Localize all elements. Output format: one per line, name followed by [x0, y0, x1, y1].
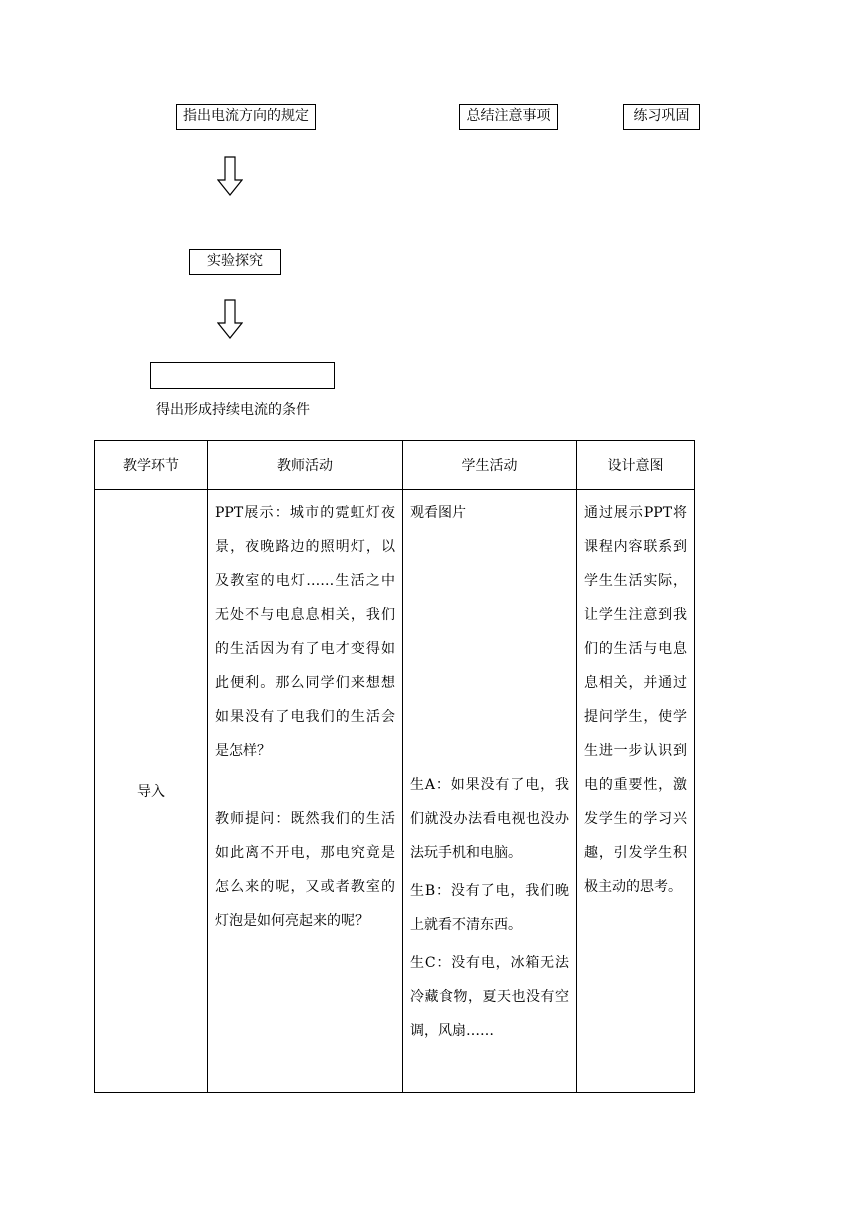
student-paragraph: 生B：没有了电，我们晚上就看不清东西。	[410, 883, 569, 933]
flow-caption: 得出形成持续电流的条件	[156, 402, 310, 418]
flow-box-empty	[150, 362, 335, 389]
cell-student-activity	[403, 490, 577, 1093]
student-paragraph: 观看图片	[410, 505, 466, 521]
flow-box-practice: 练习巩固	[623, 104, 700, 130]
flow-box-summary-notes: 总结注意事项	[459, 104, 558, 130]
cell-teacher-activity	[208, 490, 403, 1093]
cell-stage	[95, 490, 208, 1093]
lesson-table	[94, 440, 695, 1093]
header-teacher-activity: 教师活动	[208, 441, 403, 490]
header-stage: 教学环节	[95, 441, 208, 490]
table-header-row	[95, 441, 695, 490]
intent-paragraph: 通过展示PPT将课程内容联系到学生生活实际，让学生注意到我们的生活与电息息相关，并通过提问学生，使学生进一步认识到电的重要性，激发学生的学习兴趣，引发学生积极主动的思考。	[584, 505, 687, 895]
cell-design-intent	[577, 490, 695, 1093]
flow-box-experiment: 实验探究	[189, 249, 281, 275]
header-student-activity: 学生活动	[403, 441, 577, 490]
student-paragraph: 生A：如果没有了电，我们就没办法看电视也没办法玩手机和电脑。	[410, 777, 569, 861]
teacher-paragraph: 教师提问：既然我们的生活如此离不开电，那电究竟是怎么来的呢，又或者教室的灯泡是如何亮起来的呢？	[215, 811, 395, 929]
down-arrow-icon	[217, 156, 243, 196]
table-row	[95, 490, 695, 1093]
header-design-intent: 设计意图	[577, 441, 695, 490]
flow-box-current-direction: 指出电流方向的规定	[176, 104, 316, 130]
stage-label: 导入	[137, 784, 165, 800]
teacher-paragraph: PPT展示：城市的霓虹灯夜景，夜晚路边的照明灯，以及教室的电灯……生活之中无处不与电息息相关，我们的生活因为有了电才变得如此便利。那么同学们来想想如果没有了电我们的生活会是怎样？	[215, 505, 395, 759]
down-arrow-icon	[217, 299, 243, 339]
student-paragraph: 生C：没有电，冰箱无法冷藏食物，夏天也没有空调，风扇……	[410, 955, 569, 1039]
